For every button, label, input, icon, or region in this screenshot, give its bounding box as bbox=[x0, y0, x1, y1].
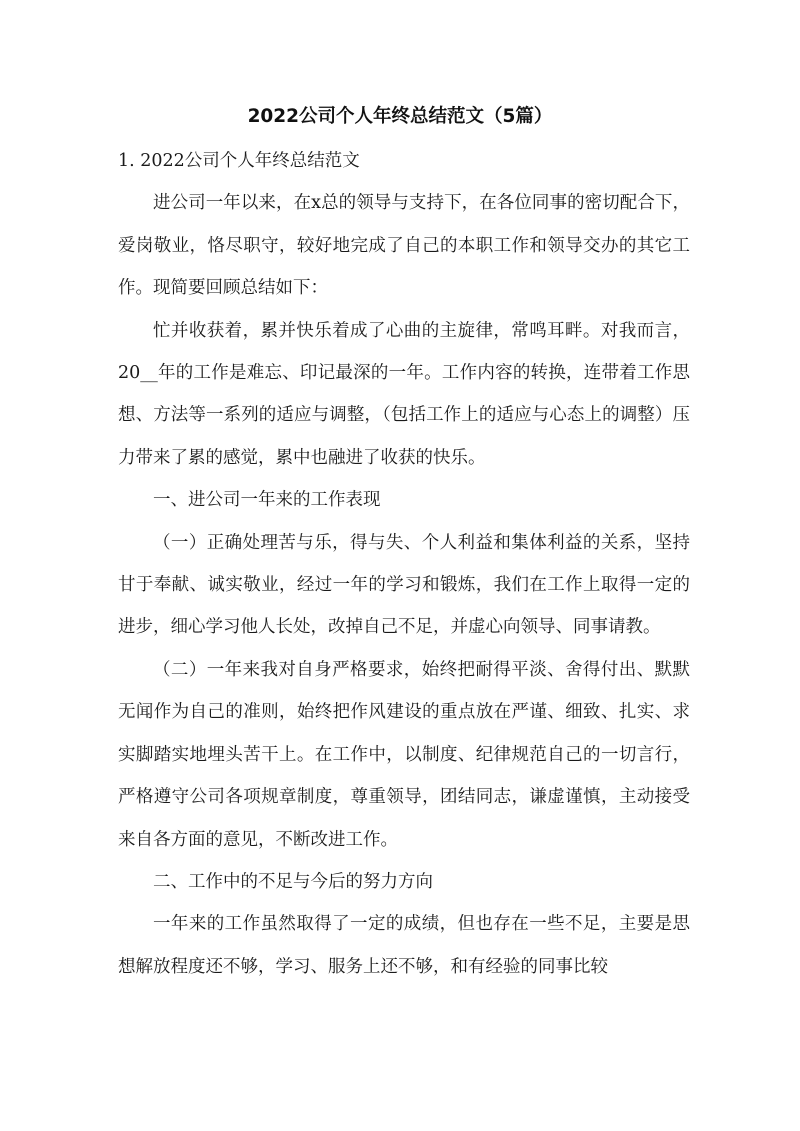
paragraph-point-two: （二）一年来我对自身严格要求，始终把耐得平淡、舍得付出、默默无闻作为自己的准则，始终把作风建设的重点放在严谨、细致、扎实、求实脚踏实地埋头苦干上。在工作中，以制度、纪律规范自己的一切言行，严格遵守公司各项规章制度，尊重领导，团结同志，谦虚谨慎，主动接受来自各方面的意见，不断改进工作。 bbox=[118, 659, 690, 850]
paragraph-intro: 进公司一年以来，在x总的领导与支持下，在各位同事的密切配合下，爱岗敬业，恪尽职守，较好地完成了自己的本职工作和领导交办的其它工作。现简要回顾总结如下： bbox=[118, 193, 690, 299]
paragraph-shortcomings: 一年来的工作虽然取得了一定的成绩，但也存在一些不足，主要是思想解放程度还不够，学习、服务上还不够，和有经验的同事比较 bbox=[118, 914, 690, 977]
heading-shortcomings: 二、工作中的不足与今后的努力方向 bbox=[153, 871, 433, 892]
paragraph-reflection: 忙并收获着，累并快乐着成了心曲的主旋律，常鸣耳畔。对我而言，20__年的工作是难忘、印记最深的一年。工作内容的转换，连带着工作思想、方法等一系列的适应与调整，（包括工作上的适应与心态上的调整）压力带来了累的感觉，累中也融进了收获的快乐。 bbox=[118, 320, 690, 468]
heading-work-performance: 一、进公司一年来的工作表现 bbox=[153, 490, 381, 511]
document-body bbox=[118, 140, 690, 988]
section-title: 1. 2022公司个人年终总结范文 bbox=[118, 151, 360, 171]
paragraph-point-one: （一）正确处理苦与乐，得与失、个人利益和集体利益的关系，坚持甘于奉献、诚实敬业，经过一年的学习和锻炼，我们在工作上取得一定的进步，细心学习他人长处，改掉自己不足，并虚心向领导、同事请教。 bbox=[118, 532, 690, 638]
document-title: 2022公司个人年终总结范文（5篇） bbox=[247, 106, 553, 127]
